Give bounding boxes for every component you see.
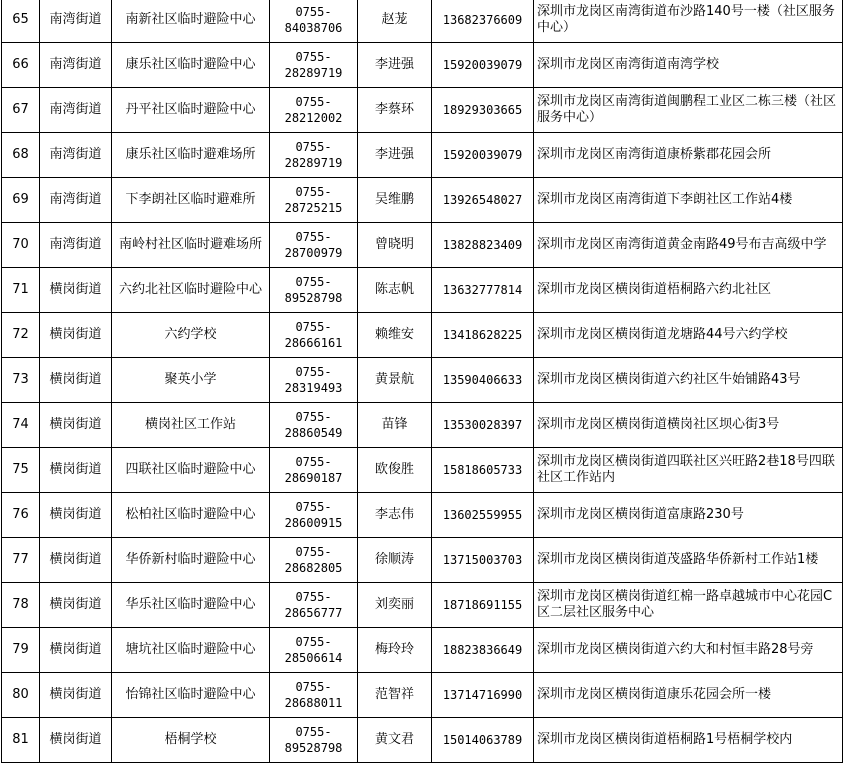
- row-number: 75: [2, 448, 40, 493]
- shelter-name-cell: 南岭村社区临时避难场所: [112, 223, 270, 268]
- table-row: [2, 313, 843, 358]
- table-row: [2, 403, 843, 448]
- address-cell: 深圳市龙岗区南湾街道布沙路140号一楼（社区服务中心）: [534, 0, 843, 43]
- shelter-name-cell: 华侨新村临时避险中心: [112, 538, 270, 583]
- address-cell: 深圳市龙岗区南湾街道下李朗社区工作站4楼: [534, 178, 843, 223]
- mobile-cell: 13926548027: [432, 178, 534, 223]
- table-row: [2, 718, 843, 763]
- row-number: 71: [2, 268, 40, 313]
- address-cell: 深圳市龙岗区横岗街道梧桐路六约北社区: [534, 268, 843, 313]
- table-row: [2, 133, 843, 178]
- contact-person-cell: 欧俊胜: [358, 448, 432, 493]
- row-number: 79: [2, 628, 40, 673]
- shelter-name-cell: 华乐社区临时避险中心: [112, 583, 270, 628]
- street-cell: 横岗街道: [40, 358, 112, 403]
- contact-person-cell: 曾晓明: [358, 223, 432, 268]
- row-number: 78: [2, 583, 40, 628]
- address-cell: 深圳市龙岗区横岗街道富康路230号: [534, 493, 843, 538]
- contact-person-cell: 李进强: [358, 43, 432, 88]
- table-row: [2, 673, 843, 718]
- shelter-table: [1, 0, 843, 763]
- mobile-cell: 13715003703: [432, 538, 534, 583]
- address-cell: 深圳市龙岗区横岗街道六约大和村恒丰路28号旁: [534, 628, 843, 673]
- address-cell: 深圳市龙岗区横岗街道横岗社区坝心街3号: [534, 403, 843, 448]
- mobile-cell: 13682376609: [432, 0, 534, 43]
- street-cell: 南湾街道: [40, 43, 112, 88]
- street-cell: 横岗街道: [40, 628, 112, 673]
- contact-person-cell: 赵茏: [358, 0, 432, 43]
- phone-cell: 0755-28506614: [270, 628, 358, 673]
- mobile-cell: 13418628225: [432, 313, 534, 358]
- address-cell: 深圳市龙岗区南湾街道闽鹏程工业区二栋三楼（社区服务中心）: [534, 88, 843, 133]
- address-cell: 深圳市龙岗区横岗街道六约社区牛始铺路43号: [534, 358, 843, 403]
- contact-person-cell: 梅玲玲: [358, 628, 432, 673]
- address-cell: 深圳市龙岗区横岗街道茂盛路华侨新村工作站1楼: [534, 538, 843, 583]
- phone-cell: 0755-28289719: [270, 43, 358, 88]
- street-cell: 南湾街道: [40, 88, 112, 133]
- street-cell: 南湾街道: [40, 223, 112, 268]
- phone-cell: 0755-28600915: [270, 493, 358, 538]
- contact-person-cell: 李进强: [358, 133, 432, 178]
- row-number: 68: [2, 133, 40, 178]
- contact-person-cell: 李蔡环: [358, 88, 432, 133]
- street-cell: 横岗街道: [40, 583, 112, 628]
- phone-cell: 0755-84038706: [270, 0, 358, 43]
- street-cell: 横岗街道: [40, 448, 112, 493]
- phone-cell: 0755-28690187: [270, 448, 358, 493]
- mobile-cell: 15920039079: [432, 43, 534, 88]
- address-cell: 深圳市龙岗区南湾街道南湾学校: [534, 43, 843, 88]
- table-row: [2, 583, 843, 628]
- row-number: 73: [2, 358, 40, 403]
- street-cell: 南湾街道: [40, 133, 112, 178]
- row-number: 81: [2, 718, 40, 763]
- row-number: 70: [2, 223, 40, 268]
- mobile-cell: 15014063789: [432, 718, 534, 763]
- shelter-name-cell: 塘坑社区临时避险中心: [112, 628, 270, 673]
- shelter-name-cell: 梧桐学校: [112, 718, 270, 763]
- row-number: 67: [2, 88, 40, 133]
- street-cell: 横岗街道: [40, 538, 112, 583]
- mobile-cell: 13590406633: [432, 358, 534, 403]
- row-number: 74: [2, 403, 40, 448]
- street-cell: 横岗街道: [40, 403, 112, 448]
- mobile-cell: 18823836649: [432, 628, 534, 673]
- shelter-name-cell: 松柏社区临时避险中心: [112, 493, 270, 538]
- phone-cell: 0755-28289719: [270, 133, 358, 178]
- table-row: [2, 0, 843, 43]
- address-cell: 深圳市龙岗区南湾街道康桥紫郡花园会所: [534, 133, 843, 178]
- contact-person-cell: 赖维安: [358, 313, 432, 358]
- phone-cell: 0755-28319493: [270, 358, 358, 403]
- mobile-cell: 13714716990: [432, 673, 534, 718]
- contact-person-cell: 李志伟: [358, 493, 432, 538]
- address-cell: 深圳市龙岗区横岗街道龙塘路44号六约学校: [534, 313, 843, 358]
- table-row: [2, 493, 843, 538]
- phone-cell: 0755-28725215: [270, 178, 358, 223]
- contact-person-cell: 刘奕丽: [358, 583, 432, 628]
- contact-person-cell: 范智祥: [358, 673, 432, 718]
- row-number: 77: [2, 538, 40, 583]
- address-cell: 深圳市龙岗区南湾街道黄金南路49号布吉高级中学: [534, 223, 843, 268]
- phone-cell: 0755-28666161: [270, 313, 358, 358]
- street-cell: 横岗街道: [40, 718, 112, 763]
- phone-cell: 0755-28688011: [270, 673, 358, 718]
- street-cell: 南湾街道: [40, 0, 112, 43]
- mobile-cell: 15920039079: [432, 133, 534, 178]
- shelter-name-cell: 怡锦社区临时避险中心: [112, 673, 270, 718]
- shelter-name-cell: 六约学校: [112, 313, 270, 358]
- mobile-cell: 15818605733: [432, 448, 534, 493]
- contact-person-cell: 苗锋: [358, 403, 432, 448]
- phone-cell: 0755-28656777: [270, 583, 358, 628]
- address-cell: 深圳市龙岗区横岗街道四联社区兴旺路2巷18号四联社区工作站内: [534, 448, 843, 493]
- street-cell: 横岗街道: [40, 673, 112, 718]
- phone-cell: 0755-28682805: [270, 538, 358, 583]
- shelter-name-cell: 横岗社区工作站: [112, 403, 270, 448]
- mobile-cell: 13530028397: [432, 403, 534, 448]
- phone-cell: 0755-28700979: [270, 223, 358, 268]
- mobile-cell: 13602559955: [432, 493, 534, 538]
- shelter-name-cell: 康乐社区临时避险中心: [112, 43, 270, 88]
- table-row: [2, 178, 843, 223]
- shelter-name-cell: 六约北社区临时避险中心: [112, 268, 270, 313]
- contact-person-cell: 黄景航: [358, 358, 432, 403]
- contact-person-cell: 陈志帆: [358, 268, 432, 313]
- shelter-name-cell: 南新社区临时避险中心: [112, 0, 270, 43]
- street-cell: 横岗街道: [40, 268, 112, 313]
- row-number: 65: [2, 0, 40, 43]
- street-cell: 南湾街道: [40, 178, 112, 223]
- street-cell: 横岗街道: [40, 313, 112, 358]
- phone-cell: 0755-28860549: [270, 403, 358, 448]
- table-row: [2, 223, 843, 268]
- address-cell: 深圳市龙岗区横岗街道梧桐路1号梧桐学校内: [534, 718, 843, 763]
- shelter-name-cell: 下李朗社区临时避难所: [112, 178, 270, 223]
- phone-cell: 0755-89528798: [270, 268, 358, 313]
- row-number: 66: [2, 43, 40, 88]
- shelter-name-cell: 康乐社区临时避难场所: [112, 133, 270, 178]
- table-row: [2, 448, 843, 493]
- mobile-cell: 13828823409: [432, 223, 534, 268]
- row-number: 80: [2, 673, 40, 718]
- table-row: [2, 43, 843, 88]
- mobile-cell: 18929303665: [432, 88, 534, 133]
- table-row: [2, 88, 843, 133]
- street-cell: 横岗街道: [40, 493, 112, 538]
- shelter-name-cell: 丹平社区临时避险中心: [112, 88, 270, 133]
- shelter-name-cell: 四联社区临时避险中心: [112, 448, 270, 493]
- shelter-name-cell: 聚英小学: [112, 358, 270, 403]
- contact-person-cell: 徐顺涛: [358, 538, 432, 583]
- row-number: 76: [2, 493, 40, 538]
- phone-cell: 0755-28212002: [270, 88, 358, 133]
- phone-cell: 0755-89528798: [270, 718, 358, 763]
- row-number: 72: [2, 313, 40, 358]
- table-row: [2, 628, 843, 673]
- address-cell: 深圳市龙岗区横岗街道红棉一路卓越城市中心花园C区二层社区服务中心: [534, 583, 843, 628]
- mobile-cell: 18718691155: [432, 583, 534, 628]
- contact-person-cell: 吴维鹏: [358, 178, 432, 223]
- table-row: [2, 538, 843, 583]
- table-row: [2, 358, 843, 403]
- mobile-cell: 13632777814: [432, 268, 534, 313]
- table-row: [2, 268, 843, 313]
- row-number: 69: [2, 178, 40, 223]
- contact-person-cell: 黄文君: [358, 718, 432, 763]
- address-cell: 深圳市龙岗区横岗街道康乐花园会所一楼: [534, 673, 843, 718]
